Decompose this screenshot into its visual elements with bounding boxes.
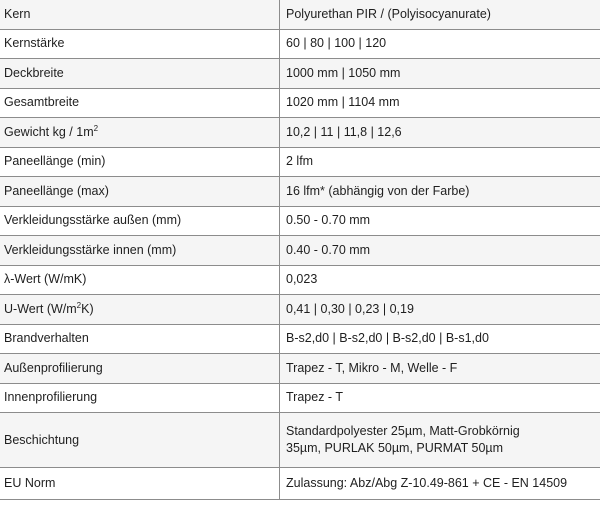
row-value-verkleidung-aussen: 0.50 - 0.70 mm xyxy=(280,206,600,236)
table-row xyxy=(0,59,600,89)
row-label-innenprofilierung: Innenprofilierung xyxy=(0,383,280,413)
table-row xyxy=(0,177,600,207)
row-label-kernstaerke: Kernstärke xyxy=(0,29,280,59)
row-label-deckbreite: Deckbreite xyxy=(0,59,280,89)
row-value-gewicht: 10,2 | 11 | 11,8 | 12,6 xyxy=(280,118,600,148)
row-value-u-wert: 0,41 | 0,30 | 0,23 | 0,19 xyxy=(280,295,600,325)
row-label-u-wert xyxy=(0,295,280,325)
table-row xyxy=(0,295,600,325)
table-row xyxy=(0,468,600,500)
row-value-verkleidung-innen: 0.40 - 0.70 mm xyxy=(280,236,600,266)
row-label-aussenprofilierung: Außenprofilierung xyxy=(0,354,280,384)
row-value-brandverhalten: B-s2,d0 | B-s2,d0 | B-s2,d0 | B-s1,d0 xyxy=(280,324,600,354)
row-label-u-wert-text: U-Wert (W/m xyxy=(4,301,77,316)
row-value-kern: Polyurethan PIR / (Polyisocyanurate) xyxy=(280,0,600,29)
row-value-innenprofilierung: Trapez - T xyxy=(280,383,600,413)
row-value-paneellaenge-max: 16 lfm* (abhängig von der Farbe) xyxy=(280,177,600,207)
row-label-paneellaenge-min: Paneellänge (min) xyxy=(0,147,280,177)
table-row xyxy=(0,88,600,118)
row-label-gewicht-text: Gewicht kg / 1m xyxy=(4,124,94,139)
row-label-lambda-wert: λ-Wert (W/mK) xyxy=(0,265,280,295)
row-label-paneellaenge-max: Paneellänge (max) xyxy=(0,177,280,207)
row-value-gesamtbreite: 1020 mm | 1104 mm xyxy=(280,88,600,118)
row-label-verkleidung-aussen: Verkleidungsstärke außen (mm) xyxy=(0,206,280,236)
row-value-aussenprofilierung: Trapez - T, Mikro - M, Welle - F xyxy=(280,354,600,384)
row-label-eu-norm: EU Norm xyxy=(0,468,280,500)
table-row xyxy=(0,118,600,148)
table-row xyxy=(0,413,600,468)
row-value-beschichtung xyxy=(280,413,600,468)
row-label-beschichtung: Beschichtung xyxy=(0,413,280,468)
superscript: 2 xyxy=(93,123,99,133)
row-label-verkleidung-innen: Verkleidungsstärke innen (mm) xyxy=(0,236,280,266)
row-value-deckbreite: 1000 mm | 1050 mm xyxy=(280,59,600,89)
row-label-gesamtbreite: Gesamtbreite xyxy=(0,88,280,118)
table-row xyxy=(0,206,600,236)
row-label-brandverhalten: Brandverhalten xyxy=(0,324,280,354)
row-label-u-wert-suffix: K) xyxy=(81,301,94,316)
row-value-paneellaenge-min: 2 lfm xyxy=(280,147,600,177)
table-row xyxy=(0,29,600,59)
table-row xyxy=(0,383,600,413)
table-row xyxy=(0,236,600,266)
row-value-kernstaerke: 60 | 80 | 100 | 120 xyxy=(280,29,600,59)
row-value-beschichtung-line2: 35µm, PURLAK 50µm, PURMAT 50µm xyxy=(286,441,504,455)
table-row xyxy=(0,0,600,29)
row-value-eu-norm: Zulassung: Abz/Abg Z-10.49-861 + CE - EN 14509 xyxy=(280,468,600,500)
table-row xyxy=(0,324,600,354)
table-row xyxy=(0,147,600,177)
row-label-kern: Kern xyxy=(0,0,280,29)
row-value-lambda-wert: 0,023 xyxy=(280,265,600,295)
table-row xyxy=(0,265,600,295)
row-value-beschichtung-line1: Standardpolyester 25µm, Matt-Grobkörnig xyxy=(286,424,520,438)
row-label-gewicht xyxy=(0,118,280,148)
table-row xyxy=(0,354,600,384)
superscript: 2 xyxy=(76,300,82,310)
